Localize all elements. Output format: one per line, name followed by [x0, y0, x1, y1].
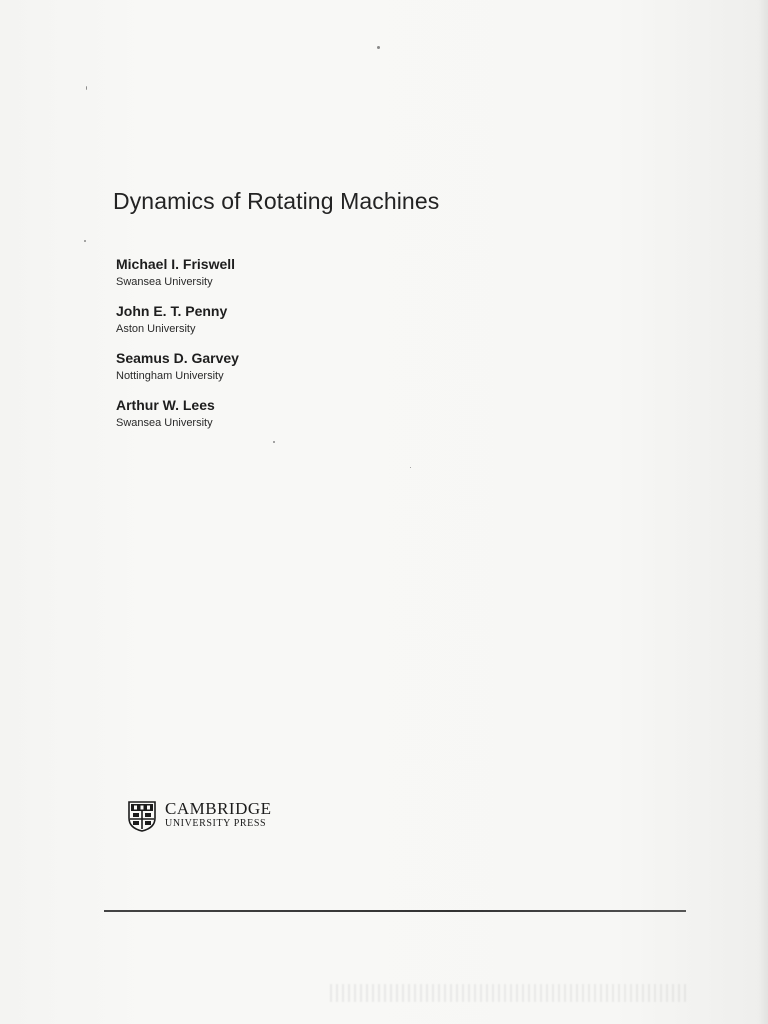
- publisher-text: [165, 800, 272, 830]
- scan-speck: [84, 240, 86, 242]
- author-list: [116, 255, 239, 443]
- publisher-subtitle: UNIVERSITY PRESS: [165, 818, 267, 829]
- scan-speck: [410, 467, 411, 468]
- scan-noise: [330, 984, 690, 1002]
- author-name: Michael I. Friswell: [116, 256, 236, 272]
- author-entry: [116, 349, 239, 383]
- author-entry: [116, 396, 239, 430]
- page-edge-shadow: [758, 0, 768, 1024]
- author-affiliation: Swansea University: [116, 417, 213, 429]
- scan-speck: [273, 441, 275, 443]
- author-entry: [116, 302, 239, 336]
- cambridge-crest-icon: [127, 800, 157, 832]
- author-name: John E. T. Penny: [116, 303, 228, 319]
- author-name: Seamus D. Garvey: [116, 350, 239, 366]
- author-affiliation: Swansea University: [116, 276, 213, 288]
- bottom-rule: [104, 910, 686, 912]
- author-affiliation: Nottingham University: [116, 370, 224, 382]
- book-title: Dynamics of Rotating Machines: [113, 188, 440, 214]
- scan-speck: [86, 86, 87, 90]
- author-affiliation: Aston University: [116, 323, 196, 335]
- author-entry: [116, 255, 239, 289]
- scan-speck: [377, 46, 380, 49]
- author-name: Arthur W. Lees: [116, 397, 215, 413]
- publisher-name: CAMBRIDGE: [165, 799, 272, 818]
- publisher-imprint: [127, 800, 272, 832]
